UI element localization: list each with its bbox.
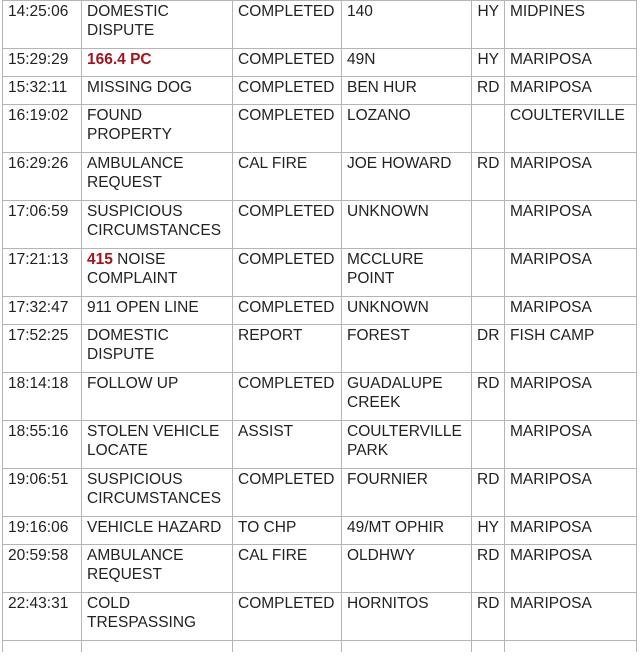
call-type-cell [82,77,233,105]
call-type-label: FOUND PROPERTY [87,107,172,143]
table-row [3,105,637,153]
location-cell: FOURNIER [342,469,472,517]
call-type-label: DOMESTIC DISPUTE [87,327,169,363]
disposition-cell: COMPLETED [233,105,342,153]
street-type-cell [472,297,505,325]
call-log-body [3,1,637,653]
city-cell: MARIPOSA [505,297,637,325]
disposition-cell: COMPLETED [233,249,342,297]
disposition-cell: COMPLETED [233,77,342,105]
city-cell: MARIPOSA [505,201,637,249]
street-type-cell: HY [472,517,505,545]
street-type-cell: RD [472,593,505,641]
city-cell: MARIPOSA [505,421,637,469]
street-type-cell: HY [472,1,505,49]
street-type-cell: RD [472,469,505,517]
table-row [3,153,637,201]
call-type-label: SUSPICIOUS CIRCUMSTANCES [87,471,222,507]
call-type-label: VEHICLE HAZARD [87,519,222,536]
empty-cell [233,641,342,653]
call-type-cell [82,297,233,325]
table-row [3,517,637,545]
call-type-cell [82,153,233,201]
call-type-cell [82,1,233,49]
call-type-cell [82,201,233,249]
city-cell: COULTERVILLE [505,105,637,153]
location-cell: FOREST [342,325,472,373]
table-row [3,297,637,325]
disposition-cell: COMPLETED [233,593,342,641]
call-type-label: 911 OPEN LINE [87,299,199,316]
call-type-cell [82,373,233,421]
time-cell: 18:55:16 [3,421,82,469]
location-cell: HORNITOS [342,593,472,641]
time-cell: 20:59:58 [3,545,82,593]
table-row [3,77,637,105]
city-cell: MARIPOSA [505,77,637,105]
call-type-label: NOISE COMPLAINT [87,251,178,287]
location-cell: MCCLURE POINT [342,249,472,297]
call-type-cell [82,593,233,641]
location-cell: 49/MT OPHIR [342,517,472,545]
time-cell: 16:29:26 [3,153,82,201]
city-cell: MARIPOSA [505,517,637,545]
call-type-cell [82,545,233,593]
call-log-table [2,0,637,652]
street-type-cell [472,249,505,297]
city-cell: MARIPOSA [505,545,637,593]
time-cell: 15:29:29 [3,49,82,77]
disposition-cell: CAL FIRE [233,545,342,593]
time-cell: 17:52:25 [3,325,82,373]
street-type-cell: DR [472,325,505,373]
disposition-cell: COMPLETED [233,373,342,421]
table-row [3,249,637,297]
city-cell: MIDPINES [505,1,637,49]
table-row [3,373,637,421]
time-cell: 18:14:18 [3,373,82,421]
call-type-label: COLD TRESPASSING [87,595,197,631]
call-type-label: DOMESTIC DISPUTE [87,3,169,39]
time-cell: 16:19:02 [3,105,82,153]
disposition-cell: COMPLETED [233,49,342,77]
location-cell: 140 [342,1,472,49]
street-type-cell: HY [472,49,505,77]
empty-cell [82,641,233,653]
disposition-cell: CAL FIRE [233,153,342,201]
disposition-cell: COMPLETED [233,1,342,49]
call-type-label: FOLLOW UP [87,375,179,392]
street-type-cell: RD [472,77,505,105]
call-type-cell [82,421,233,469]
location-cell: UNKNOWN [342,201,472,249]
call-type-label: MISSING DOG [87,79,193,96]
time-cell: 17:06:59 [3,201,82,249]
time-cell: 19:16:06 [3,517,82,545]
empty-cell [472,641,505,653]
city-cell: MARIPOSA [505,153,637,201]
table-row [3,469,637,517]
city-cell: MARIPOSA [505,249,637,297]
disposition-cell: REPORT [233,325,342,373]
call-type-label: SUSPICIOUS CIRCUMSTANCES [87,203,222,239]
call-type-cell [82,469,233,517]
street-type-cell [472,105,505,153]
location-cell: COULTERVILLE PARK [342,421,472,469]
disposition-cell: COMPLETED [233,469,342,517]
table-row [3,421,637,469]
table-row [3,593,637,641]
empty-cell [505,641,637,653]
city-cell: FISH CAMP [505,325,637,373]
table-row-partial [3,641,637,653]
empty-cell [342,641,472,653]
disposition-cell: COMPLETED [233,201,342,249]
location-cell: LOZANO [342,105,472,153]
call-type-label: AMBULANCE REQUEST [87,155,184,191]
call-code: 415 [87,251,113,268]
disposition-cell: ASSIST [233,421,342,469]
city-cell: MARIPOSA [505,593,637,641]
street-type-cell [472,421,505,469]
time-cell: 22:43:31 [3,593,82,641]
call-type-label: AMBULANCE REQUEST [87,547,184,583]
city-cell: MARIPOSA [505,49,637,77]
street-type-cell [472,201,505,249]
call-type-cell [82,325,233,373]
time-cell: 19:06:51 [3,469,82,517]
location-cell: 49N [342,49,472,77]
call-type-cell [82,517,233,545]
call-type-label: STOLEN VEHICLE LOCATE [87,423,220,459]
location-cell: UNKNOWN [342,297,472,325]
disposition-cell: COMPLETED [233,297,342,325]
street-type-cell: RD [472,373,505,421]
city-cell: MARIPOSA [505,373,637,421]
disposition-cell: TO CHP [233,517,342,545]
table-row [3,545,637,593]
table-row [3,325,637,373]
location-cell: BEN HUR [342,77,472,105]
location-cell: JOE HOWARD [342,153,472,201]
time-cell: 15:32:11 [3,77,82,105]
call-code: 166.4 PC [87,51,152,68]
table-row [3,1,637,49]
street-type-cell: RD [472,545,505,593]
time-cell: 17:21:13 [3,249,82,297]
time-cell: 17:32:47 [3,297,82,325]
empty-cell [3,641,82,653]
call-type-cell [82,49,233,77]
street-type-cell: RD [472,153,505,201]
call-type-cell [82,249,233,297]
location-cell: GUADALUPE CREEK [342,373,472,421]
call-type-cell [82,105,233,153]
time-cell: 14:25:06 [3,1,82,49]
table-row [3,201,637,249]
table-row [3,49,637,77]
city-cell: MARIPOSA [505,469,637,517]
location-cell: OLDHWY [342,545,472,593]
